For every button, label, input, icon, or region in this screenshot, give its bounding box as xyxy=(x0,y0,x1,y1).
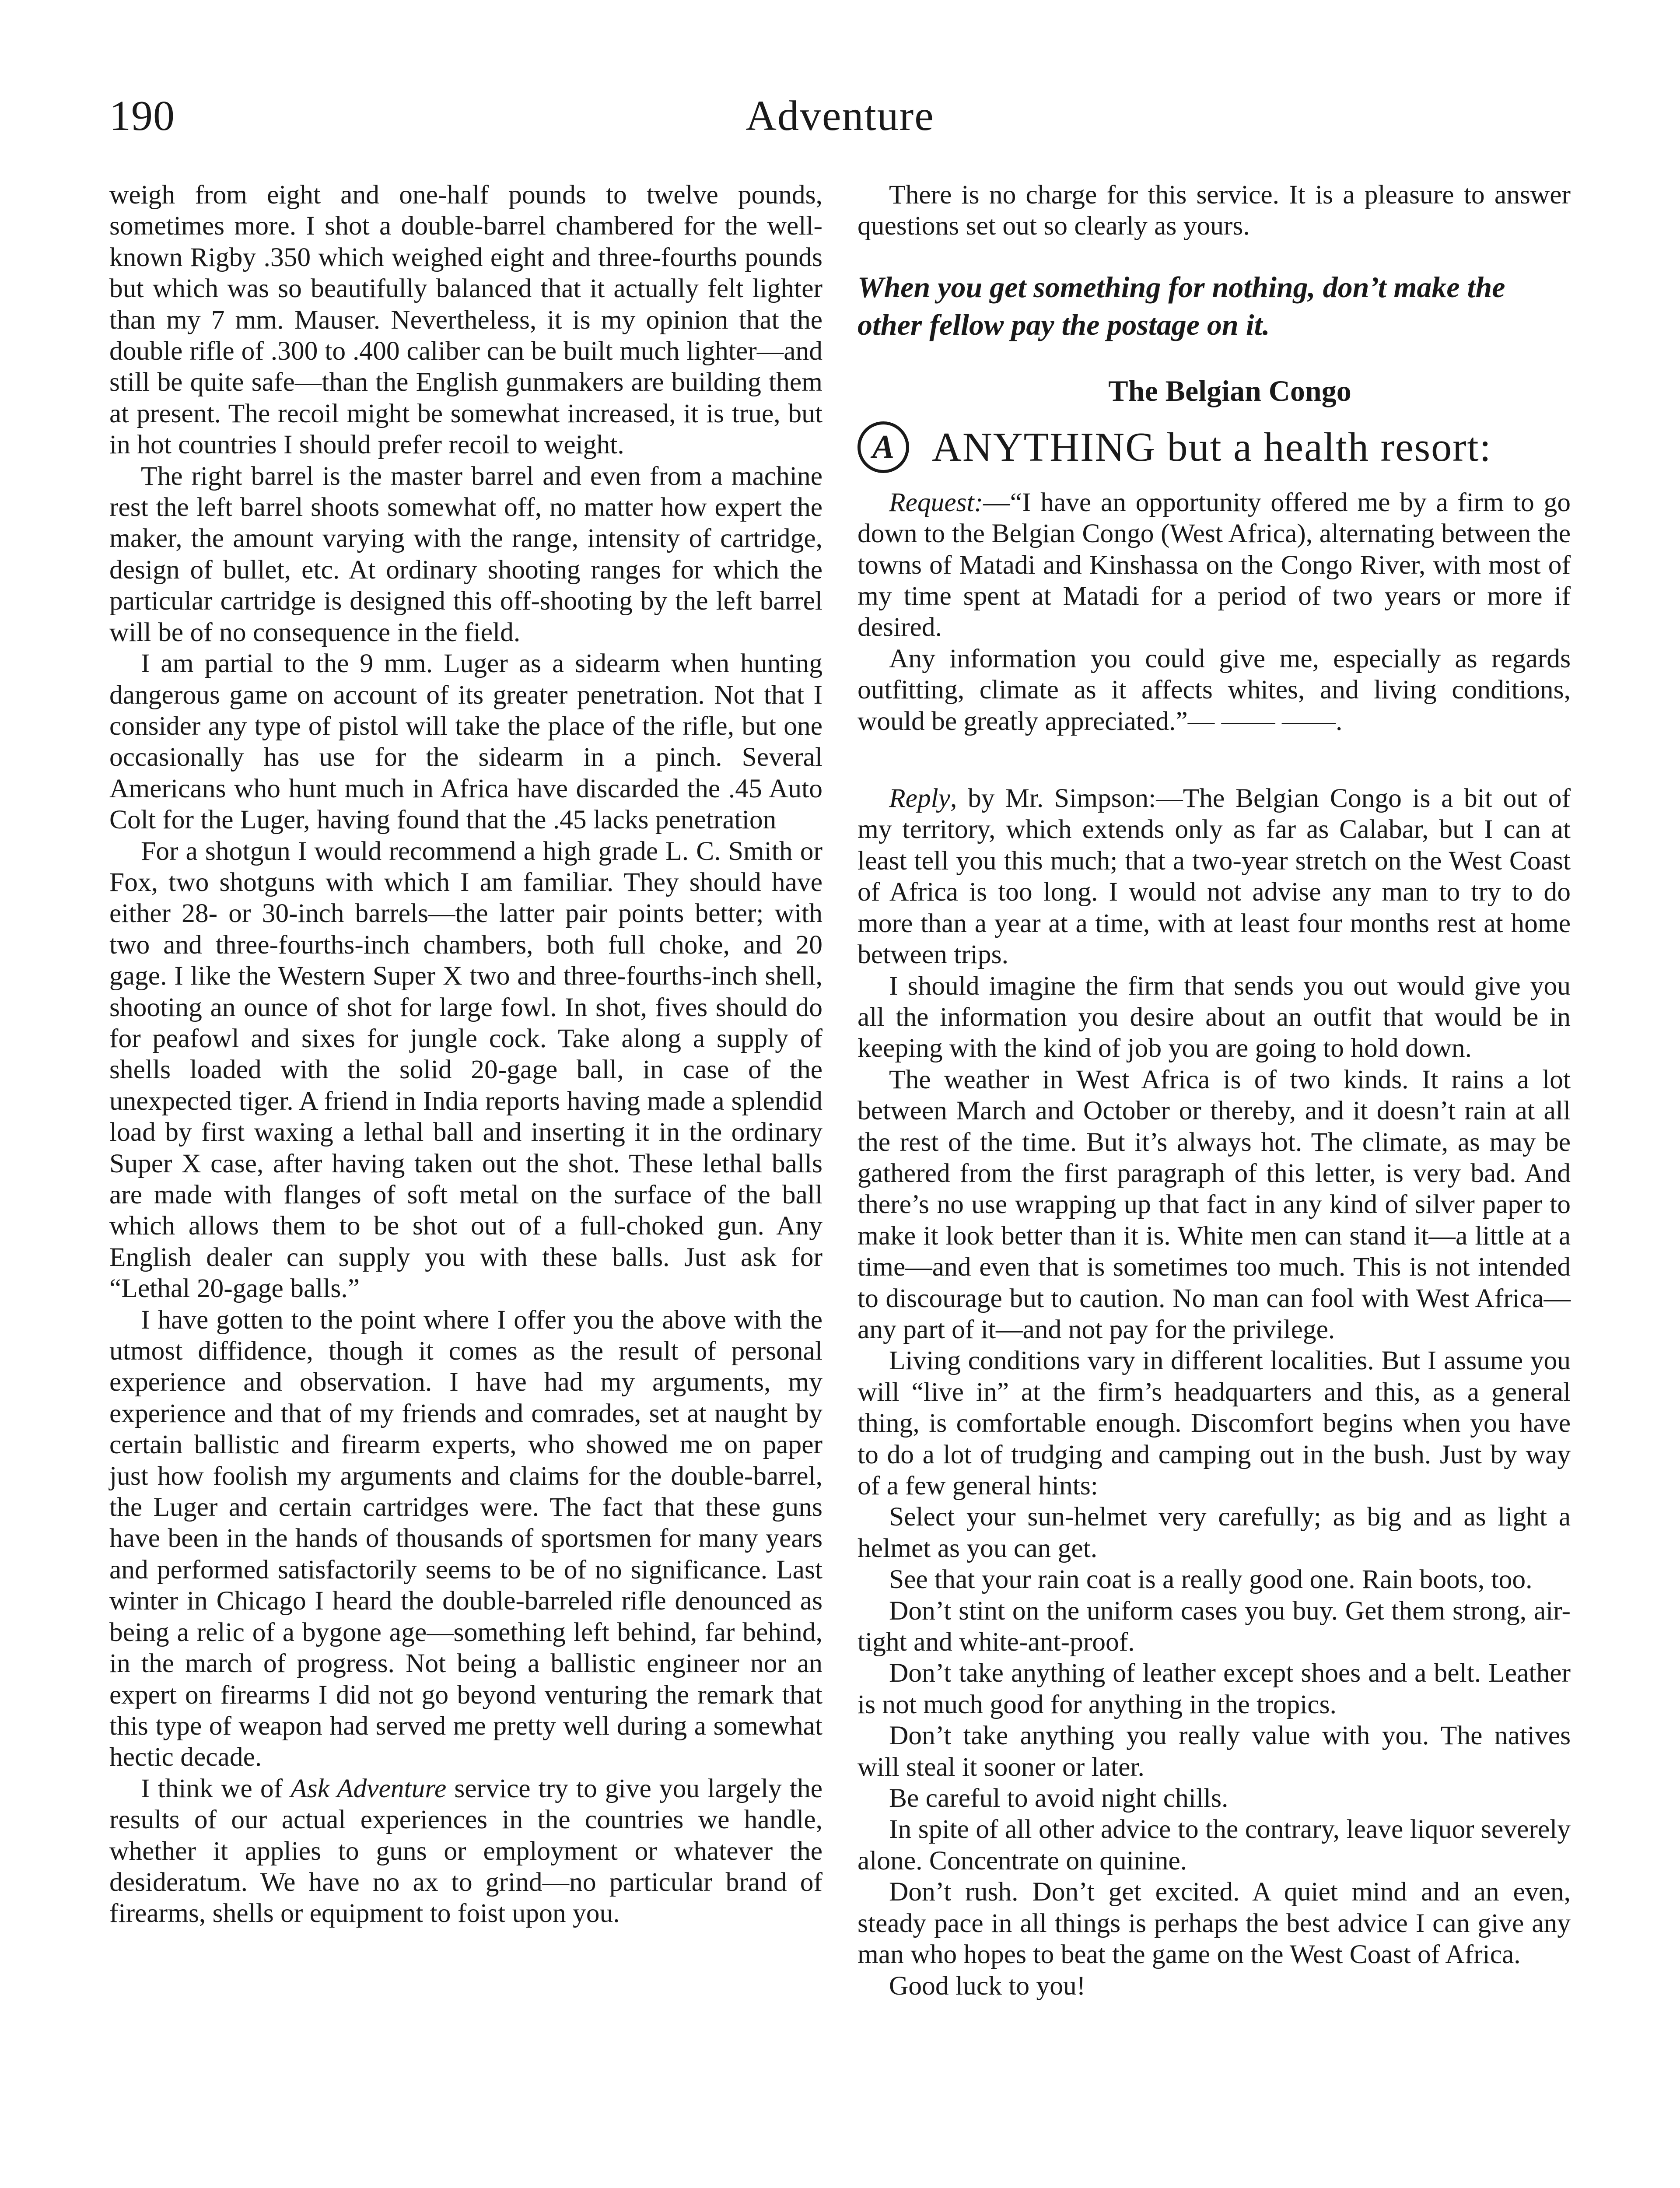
intro-text: ANYTHING but a health resort: xyxy=(932,424,1492,470)
paragraph: Living conditions vary in different localities. But I assume you will “live in” at the firm’s headquarters and this, as a general thing, is comfortable enough. Discomfort begins when you have to do a lot of trudging and camping out in the bush. Just by way of a few general hints: xyxy=(858,1346,1571,1501)
paragraph: Don’t take anything of leather except shoes and a belt. Leather is not much good for anything in the tropics. xyxy=(858,1658,1571,1719)
request-paragraph xyxy=(858,487,1571,643)
paragraph: Good luck to you! xyxy=(889,1971,1086,2001)
paragraph: Select your sun-helmet very carefully; as big and as light a helmet as you can get. xyxy=(858,1502,1571,1563)
paragraph: I have gotten to the point where I offer you the above with the utmost diffidence, though it comes as the result of personal experience and observation. I have had my arguments, my experience and that of my friends and comrades, set at naught by certain ballistic and firearm experts, who showed me on paper just how foolish my arguments and claims for the double-barrel, the Luger and certain cartridges were. The fact that these guns have been in the hands of thousands of sportsmen for many years and performed satisfactorily seems to be of no significance. Last winter in Chicago I heard the double-barreled rifle denounced as being a relic of a bygone age—something left behind, far behind, in the march of progress. Not being a ballistic engineer nor an expert on firearms I did not go beyond venturing the remark that this type of weapon had served me pretty well during a somewhat hectic decade. xyxy=(109,1304,822,1772)
paragraph: Don’t take anything you really value with you. The natives will steal it sooner or later. xyxy=(858,1721,1571,1782)
reply-text: , by Mr. Simpson:—The Belgian Congo is a bit out of my territory, which extends only as far as Calabar, but I can at least tell you this much; that a two-year stretch on the West Coast of Africa is too long. I would not advise any man to try to do more than a year at a time, with at least four months rest at home between trips. xyxy=(858,783,1571,970)
paragraph: The right barrel is the master barrel and even from a machine rest the left barrel shoots somewhat off, no matter how expert the maker, the amount varying with the range, intensity of cartridge, design of bullet, etc. At ordinary shooting ranges for which the particular cartridge is designed this off-shooting by the left barrel will be of no consequence in the field. xyxy=(109,461,822,647)
running-title: Adventure xyxy=(746,92,934,140)
paragraph: I am partial to the 9 mm. Luger as a sidearm when hunting dangerous game on account of its greater penetration. Not that I consider any type of pistol will take the place of the rifle, but one occasionally has use for the sidearm in a pinch. Several Americans who hunt much in Africa have discarded the .45 Auto Colt for the Luger, having found that the .45 lacks penetration xyxy=(109,649,822,835)
right-column xyxy=(858,179,1571,2002)
page-number: 190 xyxy=(109,92,175,140)
reply-label: Reply xyxy=(889,783,950,813)
left-column xyxy=(109,179,822,1929)
paragraph: Any information you could give me, especially as regards outfitting, climate as it affects whites, and living conditions, would be greatly appreciated.”— —— ——. xyxy=(858,643,1571,736)
page-header xyxy=(109,88,1571,144)
paragraph: weigh from eight and one-half pounds to twelve pounds, sometimes more. I shot a double-barrel chambered for the well-known Rigby .350 which weighed eight and three-fourths pounds but which was so beautifully balanced that it actually felt lighter than my 7 mm. Mauser. Nevertheless, it is my opinion that the double rifle of .300 to .400 caliber can be built much lighter—and still be quite safe—than the English gunmakers are building them at present. The recoil might be somewhat increased, it is true, but in hot countries I should prefer recoil to weight. xyxy=(109,180,822,460)
ask-adventure-logo: A xyxy=(858,421,909,473)
reply-paragraph xyxy=(858,783,1571,970)
section-heading: The Belgian Congo xyxy=(1108,374,1351,407)
paragraph xyxy=(109,1773,822,1929)
text-run: I think we of xyxy=(141,1773,291,1803)
publication-name: Ask Adventure xyxy=(290,1773,447,1803)
request-label: Request: xyxy=(889,487,984,517)
paragraph: See that your rain coat is a really good one. Rain boots, too. xyxy=(889,1564,1533,1595)
paragraph: In spite of all other advice to the contrary, leave liquor severely alone. Concentrate on quinine. xyxy=(858,1814,1571,1876)
paragraph: Don’t stint on the uniform cases you buy. Get them strong, air-tight and white-ant-proof. xyxy=(858,1595,1571,1657)
paragraph: For a shotgun I would recommend a high grade L. C. Smith or Fox, two shotguns with which I am familiar. They should have either 28- or 30-inch barrels—the latter pair points better; with two and three-fourths-inch chambers, both full choke, and 20 gage. I like the Western Super X two and three-fourths-inch shell, shooting an ounce of shot for large fowl. In shot, fives should do for peafowl and sixes for jungle cock. Take along a supply of shells loaded with the solid 20-gage ball, in case of the unexpected tiger. A friend in India reports having made a splendid load by first waxing a lethal ball and inserting it in the ordinary Super X case, after having taken out the shot. These lethal balls are made with flanges of soft metal on the surface of the ball which allows them to be shot out of a full-choked gun. Any English dealer can supply you with these balls. Just ask for “Lethal 20-gage balls.” xyxy=(109,836,822,1304)
request-text: —“I have an opportunity offered me by a firm to go down to the Belgian Congo (West Africa), alternating between the towns of Matadi and Kinshassa on the Congo River, with most of my time spent at Matadi for a period of two years or more if desired. xyxy=(858,487,1571,642)
paragraph: Be careful to avoid night chills. xyxy=(889,1783,1228,1813)
section-intro xyxy=(858,414,1571,480)
text-run: service try to give you largely the results of our actual experiences in the countries we handle, whether it applies to guns or employment or whatever the desideratum. We have no ax to grind—no particular brand of firearms, shells or equipment to foist upon you. xyxy=(109,1773,822,1929)
motto: When you get something for nothing, don’t make the other fellow pay the postage on it. xyxy=(858,270,1505,341)
paragraph: The weather in West Africa is of two kinds. It rains a lot between March and October or thereby, and it doesn’t rain at all the rest of the time. But it’s always hot. The climate, as may be gathered from the first paragraph of this letter, is very bad. And there’s no use wrapping up that fact in any kind of silver paper to make it look better than it is. White men can stand it—a little at a time—and even that is sometimes too much. This is not intended to discourage but to caution. No man can fool with West Africa—any part of it—and not pay for the privilege. xyxy=(858,1064,1571,1344)
paragraph: There is no charge for this service. It is a pleasure to answer questions set out so clearly as yours. xyxy=(858,180,1571,241)
paragraph: I should imagine the firm that sends you out would give you all the information you desire about an outfit that would be in keeping with the kind of job you are going to hold down. xyxy=(858,971,1571,1063)
paragraph: Don’t rush. Don’t get excited. A quiet mind and an even, steady pace in all things is perhaps the best advice I can give any man who hopes to beat the game on the West Coast of Africa. xyxy=(858,1877,1571,1970)
